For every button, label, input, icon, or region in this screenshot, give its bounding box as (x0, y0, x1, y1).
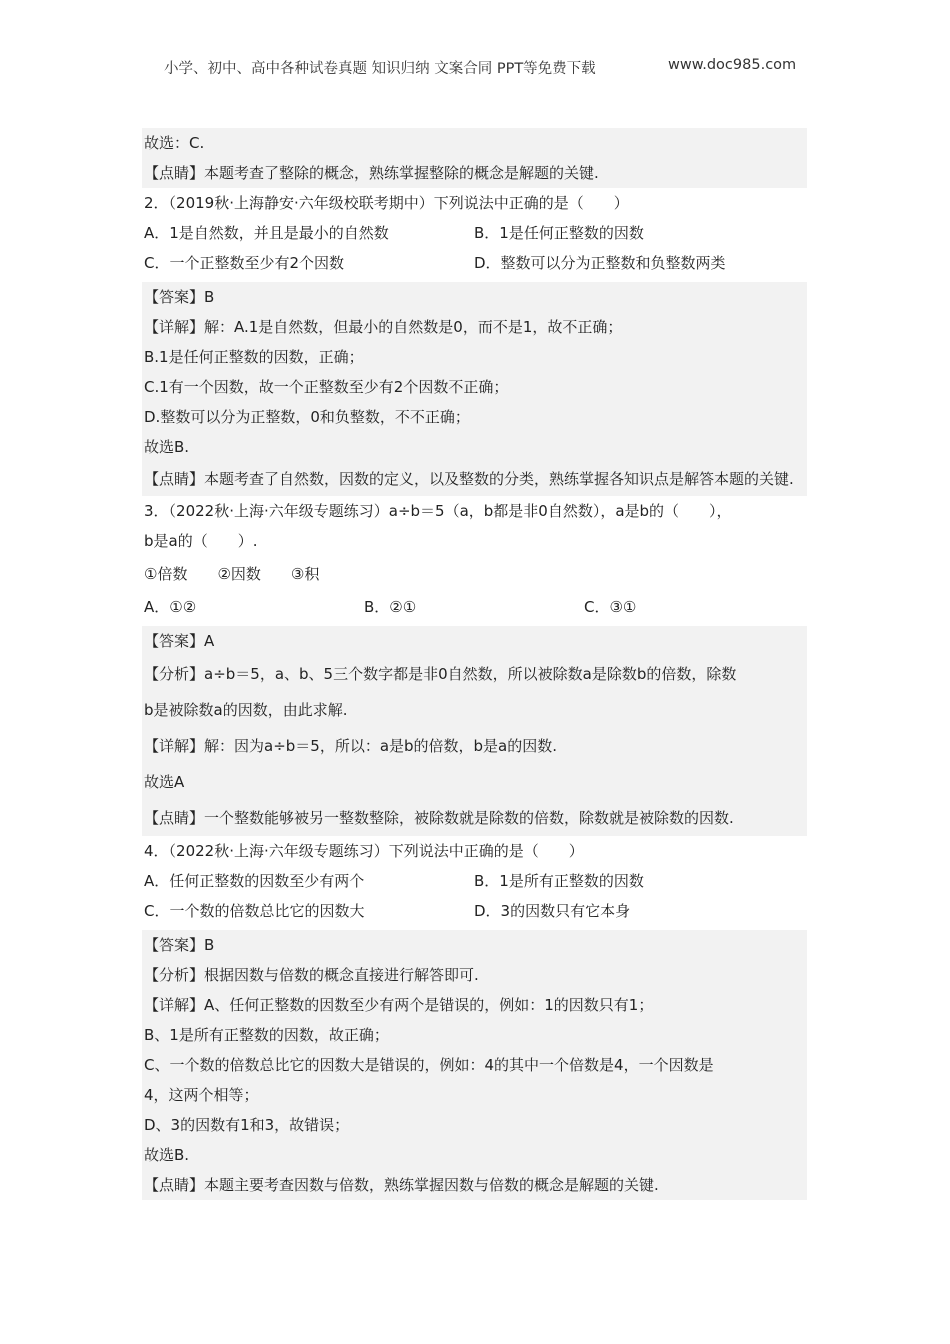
q3-analysis-line-2: b是被除数a的因数，由此求解. (144, 701, 348, 719)
q2-detail-4: D.整数可以分为正整数，0和负整数，不不正确； (144, 408, 470, 426)
q4-detail-5: D、3的因数有1和3，故错误； (144, 1116, 350, 1134)
q4-option-c: C．一个数的倍数总比它的因数大 (144, 902, 365, 920)
q4-detail-2: B、1是所有正整数的因数，故正确； (144, 1026, 389, 1044)
q2-answer: 【答案】B (144, 288, 215, 306)
q4-analysis: 【分析】根据因数与倍数的概念直接进行解答即可. (144, 966, 479, 984)
header-website-link[interactable]: www.doc985.com (668, 57, 797, 73)
q3-option-a: A．①② (144, 598, 197, 616)
q4-solution-block (142, 930, 807, 1200)
q1-comment: 【点睛】本题考查了整除的概念，熟练掌握整除的概念是解题的关键. (144, 164, 599, 182)
q2-detail-1: 【详解】解：A.1是自然数，但最小的自然数是0，而不是1，故不正确； (144, 318, 623, 336)
q2-comment: 【点睛】本题考查了自然数，因数的定义，以及整数的分类，熟练掌握各知识点是解答本题的关键. (144, 470, 794, 488)
q2-stem: 2．（2019秋·上海静安·六年级校联考期中）下列说法中正确的是（ ） (144, 194, 629, 212)
q2-option-a: A．1是自然数，并且是最小的自然数 (144, 224, 389, 242)
q2-options-row-2 (142, 248, 807, 278)
q3-stem-line-1: 3．（2022秋·上海·六年级专题练习）a÷b＝5（a，b都是非0自然数），a是b的（ ）， (144, 502, 732, 520)
q4-detail-1: 【详解】A、任何正整数的因数至少有两个是错误的，例如：1的因数只有1； (144, 996, 654, 1014)
header-text: 小学、初中、高中各种试卷真题 知识归纳 文案合同 PPT等免费下载 (164, 61, 596, 77)
q4-detail-4: 4，这两个相等； (144, 1086, 259, 1104)
q1-selection: 故选：C. (144, 134, 205, 152)
q4-option-a: A．任何正整数的因数至少有两个 (144, 872, 365, 890)
q4-detail-3: C、一个数的倍数总比它的因数大是错误的，例如：4的其中一个倍数是4，一个因数是 (144, 1056, 714, 1074)
q2-option-c: C．一个正整数至少有2个因数 (144, 254, 345, 272)
q3-detail: 【详解】解：因为a÷b＝5，所以：a是b的倍数，b是a的因数. (144, 737, 558, 755)
q2-detail-5: 故选B. (144, 438, 190, 456)
q3-answer: 【答案】A (144, 632, 215, 650)
q2-options-row-1 (142, 218, 807, 248)
q3-option-c: C．③① (584, 598, 637, 616)
q4-answer: 【答案】B (144, 936, 215, 954)
q3-option-b: B．②① (364, 598, 417, 616)
q2-detail-2: B.1是任何正整数的因数，正确； (144, 348, 364, 366)
page-header (0, 57, 950, 79)
q2-option-d: D．整数可以分为正整数和负整数两类 (474, 254, 726, 272)
q3-selection: 故选A (144, 773, 185, 791)
q1-solution-block (142, 128, 807, 188)
q4-options-row-1 (142, 866, 807, 896)
q3-analysis-line-1: 【分析】a÷b＝5，a、b、5三个数字都是非0自然数，所以被除数a是除数b的倍数，除数 (144, 665, 737, 683)
q2-detail-3: C.1有一个因数，故一个正整数至少有2个因数不正确； (144, 378, 509, 396)
q4-detail-6: 故选B. (144, 1146, 190, 1164)
q3-stem-line-2: b是a的（ ）. (144, 532, 258, 550)
q4-option-b: B．1是所有正整数的因数 (474, 872, 644, 890)
q4-options-row-2 (142, 896, 807, 926)
q2-option-b: B．1是任何正整数的因数 (474, 224, 644, 242)
q4-option-d: D．3的因数只有它本身 (474, 902, 631, 920)
q3-comment: 【点睛】一个整数能够被另一整数整除，被除数就是除数的倍数，除数就是被除数的因数. (144, 809, 734, 827)
q3-solution-block (142, 626, 807, 836)
q2-solution-block (142, 282, 807, 496)
q3-options-row (142, 592, 807, 622)
q4-stem: 4．（2022秋·上海·六年级专题练习）下列说法中正确的是（ ） (144, 842, 584, 860)
q3-choices: ①倍数 ②因数 ③积 (144, 565, 320, 583)
document-body (142, 128, 807, 1200)
q4-comment: 【点睛】本题主要考查因数与倍数，熟练掌握因数与倍数的概念是解题的关键. (144, 1176, 659, 1194)
